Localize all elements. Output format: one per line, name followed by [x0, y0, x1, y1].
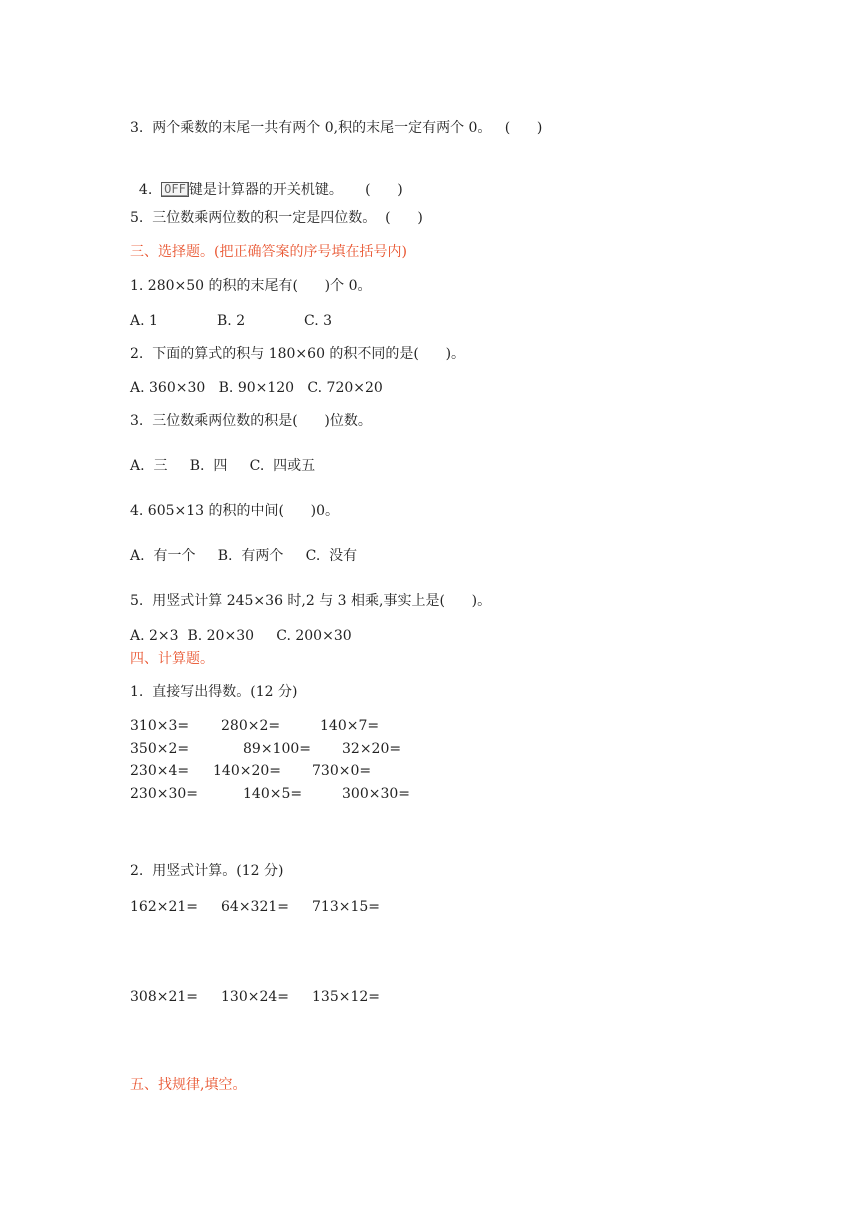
mental-calc-item: 140×5=	[243, 786, 303, 802]
mental-calc-item: 310×3=	[130, 718, 190, 734]
choice-2-options: A. 360×30 B. 90×120 C. 720×20	[130, 380, 383, 396]
choice-1-option-a: A. 1	[130, 313, 158, 329]
choice-question-2: 2. 下面的算式的积与 180×60 的积不同的是( )。	[130, 346, 466, 362]
mental-calc-item: 230×30=	[130, 786, 198, 802]
choice-question-3: 3. 三位数乘两位数的积是( )位数。	[130, 413, 372, 429]
section-heading-calc: 四、计算题。	[130, 651, 214, 667]
vertical-calc-item: 64×321=	[221, 899, 289, 915]
calc-part-1-title: 1. 直接写出得数。(12 分)	[130, 684, 298, 700]
judge-question-5: 5. 三位数乘两位数的积一定是四位数。 ( )	[130, 210, 423, 226]
choice-question-1: 1. 280×50 的积的末尾有( )个 0。	[130, 278, 372, 294]
choice-5-options: A. 2×3 B. 20×30 C. 200×30	[130, 628, 352, 644]
vertical-calc-item: 162×21=	[130, 899, 198, 915]
choice-1-option-b: B. 2	[217, 313, 246, 329]
mental-calc-item: 140×7=	[320, 718, 380, 734]
section-heading-pattern: 五、找规律,填空。	[130, 1077, 247, 1093]
mental-calc-item: 32×20=	[342, 741, 402, 757]
mental-calc-item: 280×2=	[221, 718, 281, 734]
choice-question-5: 5. 用竖式计算 245×36 时,2 与 3 相乘,事实上是( )。	[130, 593, 492, 609]
mental-calc-item: 230×4=	[130, 763, 190, 779]
off-key-icon: OFF	[161, 182, 189, 197]
vertical-calc-item: 713×15=	[312, 899, 380, 915]
choice-4-options: A. 有一个 B. 有两个 C. 没有	[130, 548, 358, 564]
choice-question-4: 4. 605×13 的积的中间( )0。	[130, 503, 340, 519]
vertical-calc-item: 308×21=	[130, 989, 198, 1005]
section-heading-choice: 三、选择题。(把正确答案的序号填在括号内)	[130, 244, 407, 260]
mental-calc-item: 89×100=	[243, 741, 311, 757]
judge-question-4-text: 键是计算器的开关机键。 ( )	[188, 182, 403, 198]
vertical-calc-item: 135×12=	[312, 989, 380, 1005]
mental-calc-item: 730×0=	[312, 763, 372, 779]
mental-calc-item: 350×2=	[130, 741, 190, 757]
judge-question-4	[130, 163, 403, 199]
mental-calc-item: 140×20=	[213, 763, 281, 779]
calc-part-2-title: 2. 用竖式计算。(12 分)	[130, 863, 284, 879]
mental-calc-item: 300×30=	[342, 786, 410, 802]
choice-1-option-c: C. 3	[304, 313, 333, 329]
judge-question-3: 3. 两个乘数的末尾一共有两个 0,积的末尾一定有两个 0。 ( )	[130, 120, 543, 136]
vertical-calc-item: 130×24=	[221, 989, 289, 1005]
judge-question-4-number: 4.	[138, 182, 162, 198]
choice-3-options: A. 三 B. 四 C. 四或五	[130, 458, 316, 474]
